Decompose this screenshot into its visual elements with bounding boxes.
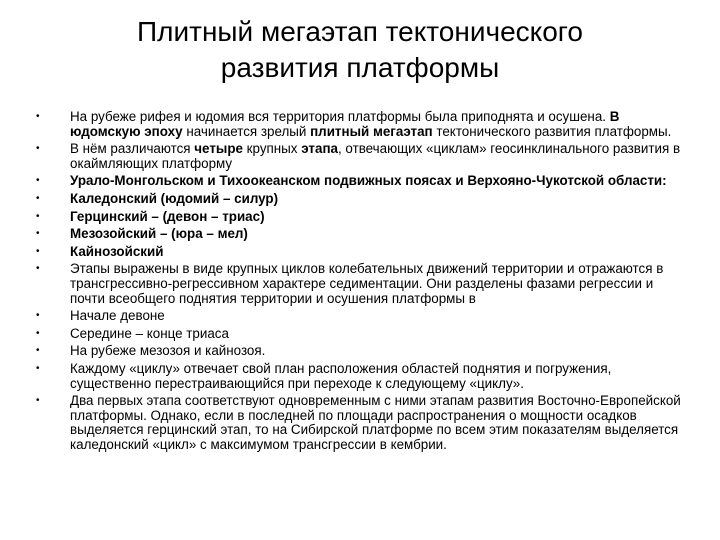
- bullet-text-bold: Кайнозойский: [70, 243, 164, 259]
- bullet-marker: •: [36, 210, 40, 222]
- bullet-item: [36, 210, 686, 225]
- bullet-marker: •: [36, 362, 40, 374]
- title-line-2: развития платформы: [220, 52, 500, 83]
- title-line-1: Плитный мегаэтап тектонического: [137, 16, 583, 47]
- bullet-text-bold: Герцинский – (девон – триас): [70, 208, 265, 224]
- bullet-item: [36, 174, 686, 189]
- bullet-item: [36, 142, 686, 171]
- bullet-text-bold: этапа: [301, 141, 338, 157]
- bullet-text: В нём различаются: [70, 141, 195, 157]
- bullet-text-bold: Урало-Монгольском и Тихоокеанском подвижных поясах и Верхояно-Чукотской области:: [70, 173, 667, 189]
- bullet-text-bold: четыре: [194, 141, 243, 157]
- bullet-text: Этапы выражены в виде крупных циклов колебательных движений территории и отражаются в трансгрессивно-регрессивном характере седиментации. Они разделены фазами регрессии и почти всеобщего поднятия территории и осушения платформы в: [70, 261, 664, 306]
- bullet-item: [36, 394, 686, 452]
- bullet-text: На рубеже рифея и юдомия вся территория платформы была приподнята и осушена.: [70, 109, 610, 124]
- bullet-marker: •: [36, 143, 40, 155]
- slide-title: [60, 14, 660, 86]
- bullet-text: На рубеже мезозоя и кайнозоя.: [70, 343, 266, 359]
- bullet-marker: •: [36, 192, 40, 204]
- bullet-marker: •: [36, 228, 40, 240]
- bullet-text: , отвечающих «циклам» геосинклинального развития в окаймляющих платформу: [70, 141, 681, 171]
- bullet-text: Каждому «циклу» отвечает свой план расположения областей поднятия и погружения, существенно перестраивающийся при переходе к следующему «циклу».: [70, 360, 612, 391]
- bullet-text: Начале девоне: [70, 308, 165, 324]
- bullet-item: [36, 344, 686, 359]
- bullet-text-bold: плитный мегаэтап: [310, 123, 433, 139]
- bullet-item: [36, 309, 686, 324]
- bullet-text-bold: В юдомскую эпоху: [70, 109, 620, 139]
- bullet-marker: •: [36, 263, 40, 275]
- bullet-marker: •: [36, 327, 40, 339]
- bullet-item: [36, 192, 686, 207]
- bullet-marker: •: [36, 310, 40, 322]
- bullet-text: Середине – конце триаса: [70, 325, 229, 341]
- bullet-text: начинается зрелый: [182, 123, 311, 139]
- bullet-item: [36, 245, 686, 260]
- bullet-marker: •: [36, 111, 40, 122]
- bullet-item: [36, 110, 686, 139]
- bullet-text: Два первых этапа соответствуют одновременным с ними этапам развития Восточно-Европейской платформы. Однако, если в последней по площади распространения о мощности осадков выделяется герцинский этап, то на Сибирской платформе по всем этим показателям выделяется каледонский «цикл» с максимумом трансгрессии в кембрии.: [70, 393, 681, 452]
- bullet-item: [36, 362, 686, 391]
- bullet-list: [36, 110, 686, 455]
- bullet-text: крупных: [242, 141, 302, 157]
- bullet-marker: •: [36, 175, 40, 187]
- bullet-text-bold: Мезозойский – (юра – мел): [70, 226, 248, 242]
- bullet-item: [36, 262, 686, 306]
- bullet-marker: •: [36, 395, 40, 407]
- bullet-text-bold: Каледонский (юдомий – силур): [70, 190, 279, 206]
- bullet-text: тектонического развития платформы.: [432, 123, 672, 139]
- bullet-item: [36, 227, 686, 242]
- bullet-item: [36, 327, 686, 342]
- bullet-marker: •: [36, 345, 40, 357]
- bullet-marker: •: [36, 245, 40, 257]
